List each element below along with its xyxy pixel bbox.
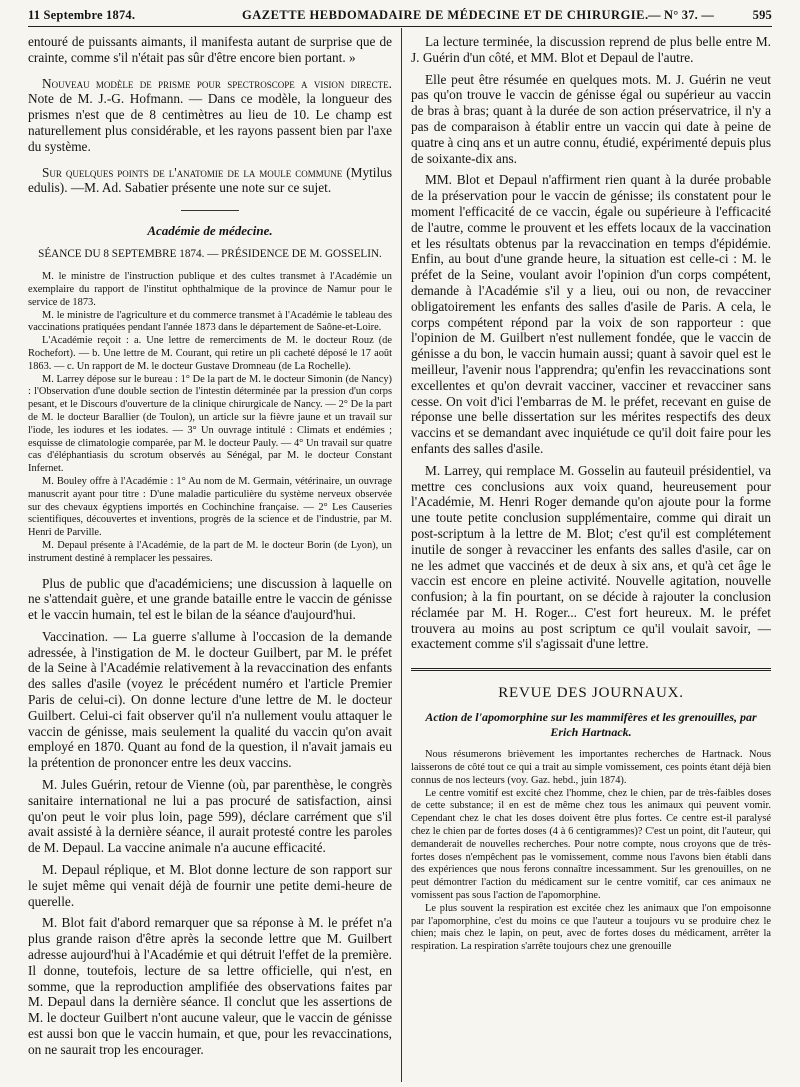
small-paragraph: Le plus souvent la respiration est excitée chez les animaux que l'on empoisonne par l'apomorphine, c'est du moins ce que l'auteur a toujours vu se produire chez le chien; mais chez le lapin, on peut, avec de fortes doses du médicament, arrêter la respiration. La respiration s'arrête toujours chez une grenouille (411, 902, 771, 953)
small-paragraph: M. le ministre de l'agriculture et du commerce transmet à l'Académie le tableau des vaccinations pratiquées pendant l'année 1873 dans le département de Saône-et-Loire. (28, 309, 392, 334)
section-title: Académie de médecine. (147, 223, 273, 239)
issue-date: 11 Septembre 1874. (28, 8, 136, 22)
paragraph-text: Note de M. J.-G. Hofmann. — Dans ce modèle, la longueur des prismes n'est que de 8 centimètres au lieu de 10. Le champ est naturellement plus considérable, et les rayons passent bien par l'axe du système. (28, 91, 392, 154)
page-number: 595 (752, 8, 772, 22)
page-header (28, 6, 772, 24)
section-double-rule (411, 668, 771, 675)
column-divider (401, 28, 402, 1082)
revue-title: REVUE DES JOURNAUX. (498, 685, 684, 702)
paragraph (28, 165, 392, 197)
paragraph: La lecture terminée, la discussion reprend de plus belle entre M. J. Guérin d'un côté, et MM. Blot et Depaul de l'autre. (411, 34, 771, 65)
paragraph: Vaccination. — La guerre s'allume à l'occasion de la demande adressée, à l'instigation de M. le docteur Guilbert, par M. le préfet de la Seine à l'Académie relativement à la revaccination des enfants des salles d'asile (voyez le précédent numéro et l'article Premier Paris de celui-ci). On donne lecture d'une lettre de M. le docteur Guilbert. Celui-ci fait observer qu'il n'a nullement voulu attaquer le vaccin de génisse, mais seulement la qualité du vaccin qu'on avait employé en 1870. Quant au fond de la question, il n'avait jamais eu la prétention de prononcer entre les deux vaccins. (28, 628, 392, 771)
small-paragraph: M. le ministre de l'instruction publique et des cultes transmet à l'Académie un exemplaire du rapport de l'institut ophthalmique de la province de Namur pour le service de 1873. (28, 271, 392, 308)
right-column (411, 34, 771, 1084)
small-paragraph: L'Académie reçoit : a. Une lettre de remerciments de M. le docteur Rouz (de Rochefort). — b. Une lettre de M. Courant, qui retire un pli cacheté déposé le 17 août 1863. — c. Un rapport de M. le docteur Gustave Dromneau (de La Rochelle). (28, 335, 392, 372)
paragraph: M. Depaul réplique, et M. Blot donne lecture de son rapport sur le sujet même qui venait déjà de fournir une petite demi-heure de querelle. (28, 862, 392, 909)
small-paragraph: Le centre vomitif est excité chez l'homme, chez le chien, par de très-faibles doses de cette substance; il en est de même chez tous les animaux qui peuvent vomir. Cependant chez le chat les doses doivent être plus fortes. Ce centre est-il paralysé chez le chien par de fortes doses (4 à 6 centigrammes)? C'est un point, dit l'auteur, qui demanderait de nouvelles recherches. Pour notre compte, nous croyons que de très-fortes doses n'empêchent pas le vomissement, comme nous l'avons bien établi dans des expériences que nous ferons connaître incessamment. Sur les grenouilles, on ne peut démontrer l'action du médicament sur le centre vomitif, car ces animaux ne vomissent pas sous l'action de l'apomorphine. (411, 787, 771, 902)
paragraph-lead: Sur quelques points de l'anatomie de la moule commune (42, 164, 343, 180)
paragraph-text: (Mytilus edulis). —M. Ad. Sabatier présente une note sur ce sujet. (28, 164, 392, 196)
small-paragraph: M. Depaul présente à l'Académie, de la part de M. le docteur Borin (de Lyon), un instrument destiné à remplacer les pessaires. (28, 539, 392, 564)
small-paragraph: M. Bouley offre à l'Académie : 1° Au nom de M. Germain, vétérinaire, un ouvrage manuscrit ayant pour titre : D'une maladie particulière du système nerveux observée sur des chevaux égyptiens importés en Cochinchine française. — 2° Les Causeries scientifiques, découvertes et inventions, progrès de la science et de l'industrie, par M. Henri de Parville. (28, 475, 392, 539)
paragraph: entouré de puissants aimants, il manifesta autant de surprise que de crainte, comme s'il n'était pas sûr d'être encore bien portant. » (28, 34, 392, 65)
paragraph: M. Blot fait d'abord remarquer que sa réponse à M. le préfet n'a plus grande raison d'être après la seconde lettre que M. Guilbert adresse aujourd'hui à l'Académie et qui détruit l'effet de la première. Il donne, toutefois, lecture de sa lettre officielle, qui n'est, en somme, que la reproduction amplifiée des observations faites par M. Depaul dans la dernière séance. Il conclut que les assertions de M. le docteur Guilbert n'ont aucune valeur, que le vaccin de génisse est aussi bon que le vaccin humain, et que, pour les revaccinations, on ne saurait trop les encourager. (28, 915, 392, 1057)
paragraph: M. Larrey, qui remplace M. Gosselin au fauteuil présidentiel, va mettre ces conclusions aux voix quand, heureusement pour l'Académie, M. Henri Roger demande qu'on ajoute pour la forme une toute petite conclusion supplémentaire, comme qui dirait un post-scriptum à la lettre de M. Blot; c'est qu'il est complétement inutile de songer à revacciner les enfants des salles d'asile, car on ne les admet que vaccinés et de deux à six ans, et qu'à cet âge le vaccin est encore en pleine activité. Nouvelle agitation, nouvelle confusion; à la fin pourtant, on se décide à rajouter la conclusion réclamée par M. H. Roger... C'est fort heureux. M. le préfet trouvera au moins au post scriptum ce qu'il voulait savoir, — exactement comme s'il s'agissait d'une lettre. (411, 462, 771, 652)
paragraph: MM. Blot et Depaul n'affirment rien quant à la durée probable de la préservation pour le vaccin de génisse; ils constatent pour le moment l'efficacité de ce vaccin, égale ou supérieure à l'efficacité de l'autre, comme le prouvent et les effets locaux de la vaccination et les résultats obtenus par la revaccination en temps d'épidémie. Enfin, au bout d'une grande heure, la situation est celle-ci : M. le préfet de la Seine, voulant avoir l'opinion d'un corps compétent, demande à l'Académie s'il y a lieu, oui ou non, de revacciner obligatoirement les enfants des salles d'asile de Paris. A cela, le corps compétent répond par la voix de son rapporteur : que l'opinion de M. Guilbert n'est nullement fondée, que le vaccin de génisse a du bon, le vaccin humain aussi; quant à savoir quel est le meilleur, l'avenir nous l'apprendra; qu'enfin les revaccinations sont excellentes et qu'on devrait vacciner, vacciner et revacciner sans cesse. On voit d'ici l'embarras de M. le préfet, recevant en guise de réponse une belle dissertation sur les mérites respectifs des deux vaccins et se demandant avec inquiétude ce qu'il doit faire pour les enfants des salles d'asile. (411, 172, 771, 456)
paragraph-lead: Nouveau modèle de prisme pour spectroscope a vision directe. (42, 75, 392, 91)
header-rule (28, 26, 772, 27)
journal-title: GAZETTE HEBDOMADAIRE DE MÉDECINE ET DE CHIRURGIE. (242, 8, 649, 22)
paragraph: Elle peut être résumée en quelques mots. M. J. Guérin ne veut pas qu'on trouve le vaccin de génisse égal ou supérieur au vaccin de bras à bras; quant à la durée de son action préservatrice, il n'y a pas de comparaison à établir entre un vaccin qui date à peine de quatre à cinq ans et un autre connu, étudié, expérimenté depuis plus de soixante-dix ans. (411, 71, 771, 166)
paragraph (28, 76, 392, 155)
article-title: Action de l'apomorphine sur les mammifères et les grenouilles, par Erich Hartnack. (425, 710, 757, 739)
section-separator (181, 210, 239, 211)
left-column (28, 34, 392, 1084)
seance-line: SÉANCE DU 8 SEPTEMBRE 1874. — PRÉSIDENCE DE M. GOSSELIN. (38, 248, 382, 261)
paragraph: Plus de public que d'académiciens; une discussion à laquelle on ne s'attendait guère, et une grande bataille entre le vaccin de génisse et le vaccin humain, tel est le bilan de la séance d'aujourd'hui. (28, 575, 392, 623)
small-paragraph: M. Larrey dépose sur le bureau : 1° De la part de M. le docteur Simonin (de Nancy) : l'Observation d'une double section de l'intestin déterminée par la pression d'un corps pesant, et le Discours d'ouverture de la clinique chirurgicale de Nancy. — 2° De la part de M. le docteur Barallier (de Toulon), un article sur la fièvre jaune et un travail sur l'iode, les iodures et les iodates. — 3° Un ouvrage intitulé : Climats et endémies ; esquisse de climatologie comparée, par M. le docteur Pauly. — 4° Un travail sur quatre cas d'éléphantiasis du scrotum observés au Sénégal, par M. le docteur Constant Infernet. (28, 373, 392, 475)
paragraph: M. Jules Guérin, retour de Vienne (où, par parenthèse, le congrès sanitaire international ne lui a pas procuré de satisfaction, ainsi qu'on peut le voir plus loin, page 599), déclare carrément que s'il avait assisté à la dernière séance, il aurait protesté contre les paroles de M. Depaul. La vaccine animale n'a aucune efficacité. (28, 777, 392, 856)
issue-number: — N° 37. — (648, 8, 715, 22)
small-paragraph: Nous résumerons brièvement les importantes recherches de Hartnack. Nous laisserons de côté tout ce qui a trait au simple vomissement, ces points étant déjà bien connus de nos lecteurs (voy. Gaz. hebd., juin 1874). (411, 749, 771, 786)
